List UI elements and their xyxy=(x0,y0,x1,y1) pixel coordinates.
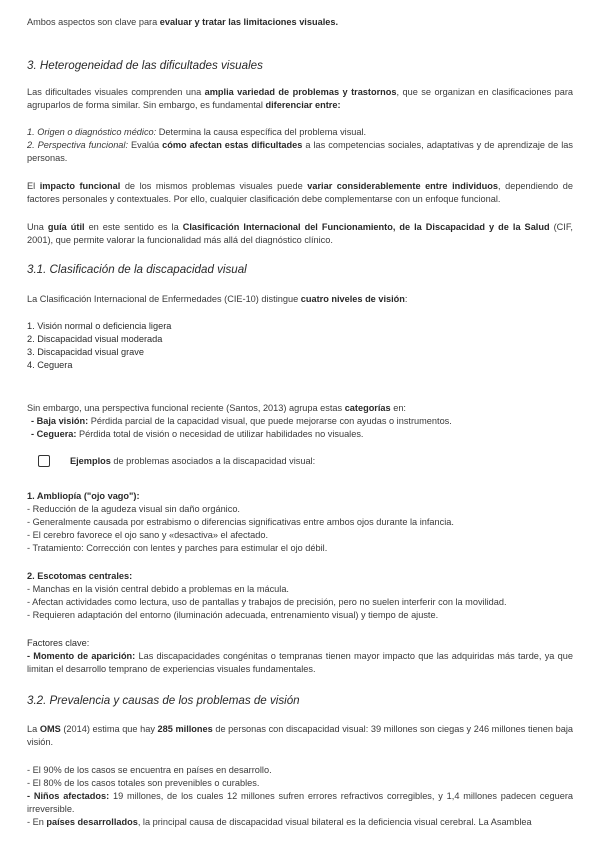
functional-categories xyxy=(31,415,577,441)
list-item: - Requieren adaptación del entorno (iluminación adecuada, entrenamiento visual) y tiempo de ajuste. xyxy=(27,610,439,620)
section-3-2-paragraph-1: La OMS (2014) estima que hay 285 millones de personas con discapacidad visual: 39 millones son ciegas y 246 millones tienen baja visión. xyxy=(27,724,573,747)
section-3-1-paragraph-2: Sin embargo, una perspectiva funcional reciente (Santos, 2013) agrupa estas categorías en: xyxy=(27,403,406,413)
key-factors-block xyxy=(27,637,573,676)
checkbox[interactable] xyxy=(38,455,50,467)
section-3-paragraph-3: Una guía útil en este sentido es la Clasificación Internacional del Funcionamiento, de la Discapacidad y de la Salud (CIF, 2001), que permite valorar la funcionalidad más allá del diagnóstico clínico. xyxy=(27,222,573,245)
list-item: - Afectan actividades como lectura, uso de pantallas y trabajos de precisión, pero no suelen interferir con la movilidad. xyxy=(27,597,507,607)
list-item: - Generalmente causada por estrabismo o diferencias significativas entre ambos ojos durante la infancia. xyxy=(27,517,454,527)
section-3-1-paragraph-1: La Clasificación Internacional de Enfermedades (CIE-10) distingue cuatro niveles de visión: xyxy=(27,294,408,304)
amblyopia-block xyxy=(27,490,573,555)
list-item: - El 80% de los casos totales son prevenibles o curables. xyxy=(27,778,260,788)
section-3-2-heading: 3.2. Prevalencia y causas de los problemas de visión xyxy=(27,694,300,707)
examples-label: Ejemplos de problemas asociados a la discapacidad visual: xyxy=(70,456,316,466)
section-3-heading: 3. Heterogeneidad de las dificultades visuales xyxy=(27,59,263,72)
section-3-paragraph-1: Las dificultades visuales comprenden una amplia variedad de problemas y trastornos, que se organizan en clasificaciones para agruparlos de forma similar. Sin embargo, es fundamental diferenciar entre: xyxy=(27,87,573,110)
prevalence-list xyxy=(27,764,573,829)
list-item: - El cerebro favorece el ojo sano y «desactiva» el afectado. xyxy=(27,530,269,540)
list-item: - Tratamiento: Corrección con lentes y parches para estimular el ojo débil. xyxy=(27,543,328,553)
list-item: - Niños afectados: 19 millones, de los cuales 12 millones sufren errores refractivos corregibles, y 1,4 millones padecen ceguera irreversible. xyxy=(27,791,573,814)
amblyopia-title: 1. Ambliopía ("ojo vago"): xyxy=(27,491,140,501)
section-3-paragraph-2: El impacto funcional de los mismos problemas visuales puede variar considerablemente entre individuos, dependiendo de factores personales y contextuales. Por ello, cualquier clasificación debe complementarse con un enfoque funcional. xyxy=(27,181,573,204)
list-item: 1. Visión normal o deficiencia ligera xyxy=(27,321,172,331)
list-item: 3. Discapacidad visual grave xyxy=(27,347,144,357)
vision-levels-list xyxy=(27,320,573,372)
list-item: 2. Discapacidad visual moderada xyxy=(27,334,163,344)
list-item: - Ceguera: Pérdida total de visión o necesidad de utilizar habilidades no visuales. xyxy=(31,429,364,439)
key-factors-title: Factores clave: xyxy=(27,638,90,648)
origin-definition: 1. Origen o diagnóstico médico: Determina la causa específica del problema visual. xyxy=(27,127,367,137)
list-item: - Manchas en la visión central debido a problemas en la mácula. xyxy=(27,584,289,594)
list-item: - Reducción de la agudeza visual sin daño orgánico. xyxy=(27,504,240,514)
list-item: - En países desarrollados, la principal causa de discapacidad visual bilateral es la deficiencia visual cerebral. La Asamblea xyxy=(27,817,532,827)
scotomas-title: 2. Escotomas centrales: xyxy=(27,571,133,581)
intro-paragraph: Ambos aspectos son clave para evaluar y tratar las limitaciones visuales. xyxy=(27,17,339,27)
list-item: - El 90% de los casos se encuentra en países en desarrollo. xyxy=(27,765,272,775)
onset-factor: - Momento de aparición: Las discapacidades congénitas o tempranas tienen mayor impacto que las adquiridas más tarde, ya que limitan el desarrollo temprano de experiencias visuales fundamentales. xyxy=(27,651,573,674)
scotomas-block xyxy=(27,570,573,622)
list-item: - Baja visión: Pérdida parcial de la capacidad visual, que puede mejorarse con ayudas o instrumentos. xyxy=(31,416,452,426)
list-item: 4. Ceguera xyxy=(27,360,73,370)
section-3-1-heading: 3.1. Clasificación de la discapacidad visual xyxy=(27,263,247,276)
functional-definition: 2. Perspectiva funcional: Evalúa cómo afectan estas dificultades a las competencias sociales, adaptativas y de aprendizaje de las personas. xyxy=(27,140,573,163)
